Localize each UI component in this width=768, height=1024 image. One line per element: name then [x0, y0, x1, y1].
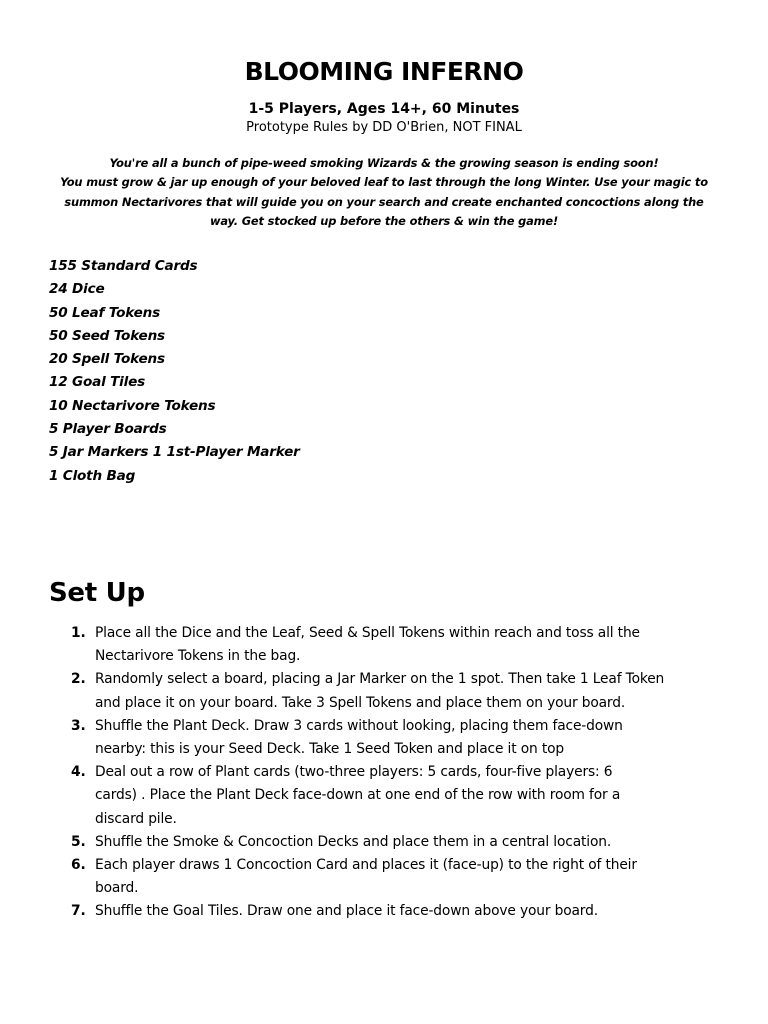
game-info-subtitle: 1-5 Players, Ages 14+, 60 Minutes: [248, 101, 520, 117]
component-item: 24 Dice: [49, 281, 105, 298]
step-text: [95, 668, 729, 714]
step-line: board.: [95, 880, 139, 897]
author-byline: Prototype Rules by DD O'Brien, NOT FINAL: [246, 120, 522, 135]
component-item: 10 Nectarivore Tokens: [49, 397, 216, 414]
step-text: [95, 761, 729, 831]
component-item: 50 Leaf Tokens: [49, 304, 160, 321]
component-item: 12 Goal Tiles: [49, 374, 146, 391]
step-text: [95, 831, 729, 854]
setup-step: [49, 854, 729, 900]
step-line: Nectarivore Tokens in the bag.: [95, 648, 301, 665]
setup-step: [49, 715, 729, 761]
step-number: 7.: [71, 903, 86, 920]
page-title: BLOOMING INFERNO: [244, 57, 524, 86]
setup-heading: Set Up: [49, 578, 145, 608]
step-line: nearby: this is your Seed Deck. Take 1 Seed Token and place it on top: [95, 741, 564, 758]
component-item: 5 Player Boards: [49, 421, 167, 438]
step-number: 1.: [71, 625, 86, 641]
step-line: Shuffle the Goal Tiles. Draw one and place it face-down above your board.: [95, 903, 598, 920]
component-item: 20 Spell Tokens: [49, 351, 165, 368]
step-text: [95, 622, 729, 668]
step-number: 6.: [71, 857, 86, 874]
step-number: 5.: [71, 833, 86, 850]
step-number: 2.: [71, 671, 86, 688]
step-line: cards) . Place the Plant Deck face-down at one end of the row with room for a: [95, 787, 621, 804]
step-line: Each player draws 1 Concoction Card and places it (face-up) to the right of their: [95, 857, 637, 874]
intro-line: You must grow & jar up enough of your beloved leaf to last through the long Winter. Use your magic to: [60, 175, 708, 190]
component-item: 5 Jar Markers 1 1st-Player Marker: [49, 444, 300, 461]
intro-line: You're all a bunch of pipe-weed smoking Wizards & the growing season is ending soon!: [109, 156, 659, 170]
setup-step: [49, 831, 729, 854]
step-line: Deal out a row of Plant cards (two-three players: 5 cards, four-five players: 6: [95, 764, 613, 781]
setup-step: [49, 761, 729, 831]
step-text: [95, 854, 729, 900]
intro-line: summon Nectarivores that will guide you on your search and create enchanted concoctions along the: [64, 194, 704, 209]
setup-steps-list: [49, 622, 729, 924]
step-line: discard pile.: [95, 810, 177, 827]
step-line: Randomly select a board, placing a Jar Marker on the 1 spot. Then take 1 Leaf Token: [95, 671, 665, 688]
component-item: 1 Cloth Bag: [49, 467, 136, 484]
components-list: [49, 255, 300, 488]
setup-step: [49, 622, 729, 668]
step-text: [95, 900, 729, 923]
step-line: Place all the Dice and the Leaf, Seed & Spell Tokens within reach and toss all the: [95, 625, 640, 641]
step-line: Shuffle the Plant Deck. Draw 3 cards without looking, placing them face-down: [95, 717, 623, 734]
step-line: Shuffle the Smoke & Concoction Decks and place them in a central location.: [95, 833, 612, 850]
step-number: 3.: [71, 717, 86, 734]
step-line: and place it on your board. Take 3 Spell Tokens and place them on your board.: [95, 694, 626, 711]
intro-paragraph: [40, 154, 728, 231]
step-text: [95, 715, 729, 761]
intro-line: way. Get stocked up before the others & win the game!: [209, 213, 559, 228]
setup-step: [49, 900, 729, 923]
setup-step: [49, 668, 729, 714]
step-number: 4.: [71, 764, 86, 781]
component-item: 155 Standard Cards: [49, 258, 198, 274]
component-item: 50 Seed Tokens: [49, 327, 165, 344]
